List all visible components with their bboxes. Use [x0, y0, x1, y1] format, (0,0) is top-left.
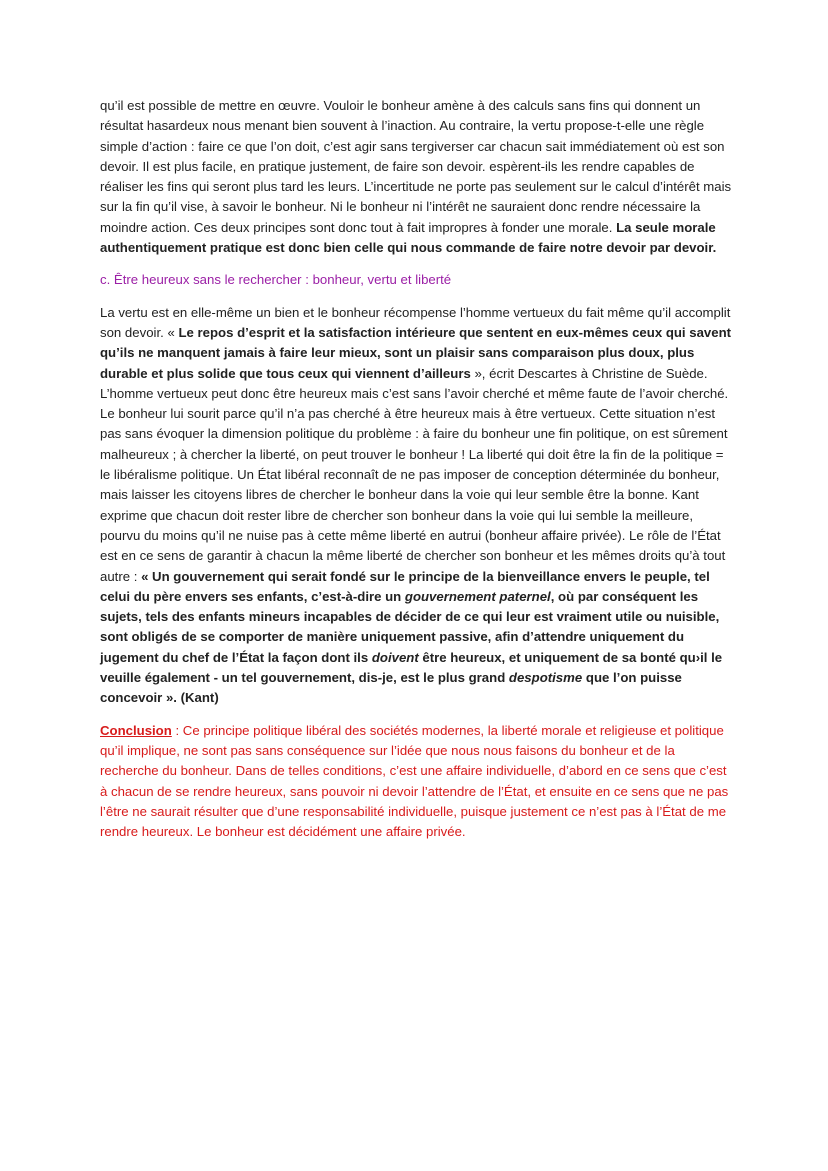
kant-quote-emphasis-2: doivent	[371, 649, 419, 665]
conclusion-label: Conclusion	[100, 722, 172, 738]
virtue-text-1: La vertu est en elle-même un bien et le bonheur récompense l’homme vertueux du fait même qu’il accomplit son devoir. «	[100, 304, 731, 340]
virtue-text-2: », écrit Descartes à Christine de Suède. L’homme vertueux peut donc être heureux mais c’est sans l’avoir cherché et même faute de l’avoir cherché. Le bonheur lui sourit parce qu’il n’a pas cherché à être heureux mais à être vertueux. Cette situation n’est pas sans évoquer la dimension politique du problème : à faire du bonheur une fin politique, on est sûrement malheureux ; à chercher la liberté, on peut trouver le bonheur ! La liberté qui doit être la fin de la politique = le libéralisme politique. Un État libéral reconnaît de ne pas imposer de conception déterminée du bonheur, mais laisser les citoyens libres de chercher le bonheur dans la voie qui leur semble être la bonne. Kant exprime que chacun doit rester libre de chercher son bonheur dans la voie qui lui semble la meilleure, pourvu du moins qu’il ne nuise pas à cette même liberté en autrui (bonheur affaire privée). Le rôle de l’État est en ce sens de garantir à chacun la même liberté de chercher son bonheur et les mêmes droits qu’à tout autre :	[100, 365, 729, 584]
kant-quote-part-3: être heureux, et uniquement de sa bonté qu›il le veuille également - un tel gouvernement, dis-je, est le plus grand	[100, 649, 723, 686]
document-page	[100, 96, 734, 842]
kant-quote-emphasis-3: despotisme	[508, 670, 583, 686]
conclusion-text: : Ce principe politique libéral des sociétés modernes, la liberté morale et religieuse et politique qu’il implique, ne sont pas sans conséquence sur l’idée que nous nous faisons du bonheur et de la recherche du bonheur. Dans de telles conditions, c’est une affaire individuelle, d’abord en ce sens que c’est à chacun de se rendre heureux, sans pouvoir ni devoir l’attendre de l’État, et ensuite en ce sens que ne pas l’être ne saurait résulter que d’une responsabilité individuelle, puisque justement ce n’est pas à l’État de me rendre heureux. Le bonheur est décidément une affaire privée.	[100, 722, 729, 840]
intro-text: qu’il est possible de mettre en œuvre. Vouloir le bonheur amène à des calculs sans fins qui donnent un résultat hasardeux nous menant bien souvent à l’inaction. Au contraire, la vertu propose-t-elle une règle simple d’action : faire ce que l’on doit, c’est agir sans tergiverser car chacun sait immédiatement où est son devoir. Il est plus facile, en pratique justement, de faire son devoir. espèrent-ils les rendre capables de réaliser les fins qui seront plus tard les leurs. L’incertitude ne porte pas seulement sur le calcul d’intérêt mais sur la fin qu’il vise, à savoir le bonheur. Ni le bonheur ni l’intérêt ne sauraient donc rendre nécessaire la moindre action. Ces deux principes sont donc tout à fait impropres à fonder une morale.	[100, 98, 732, 235]
intro-bold-conclusion: La seule morale authentiquement pratique est donc bien celle qui nous commande de faire notre devoir par devoir.	[100, 219, 717, 256]
kant-quote-part-2: , où par conséquent les sujets, tels des enfants mineurs incapables de décider de ce qui leur est vraiment utile ou nuisible, sont obligés de se comporter de manière uniquement passive, afin d’attendre uniquement du jugement du chef de l’État la façon dont ils	[100, 588, 720, 665]
conclusion-paragraph	[100, 721, 734, 843]
kant-quote-part-1: « Un gouvernement qui serait fondé sur le principe de la bienveillance envers le peuple, tel celui du père envers ses enfants, c’est-à-dire un	[100, 568, 710, 604]
kant-quote-emphasis-1: gouvernement paternel	[404, 588, 551, 604]
intro-paragraph	[100, 96, 734, 258]
descartes-quote: Le repos d’esprit et la satisfaction intérieure que sentent en eux-mêmes ceux qui savent qu’ils ne manquent jamais à faire leur mieux, sont un plaisir sans comparaison plus doux, plus durable et plus solide que tous ceux qui viennent d’ailleurs	[100, 324, 732, 381]
virtue-paragraph	[100, 303, 734, 709]
section-heading-c: c. Être heureux sans le rechercher : bonheur, vertu et liberté	[100, 272, 452, 288]
kant-quote-part-4: que l’on puisse concevoir ». (Kant)	[100, 670, 682, 706]
